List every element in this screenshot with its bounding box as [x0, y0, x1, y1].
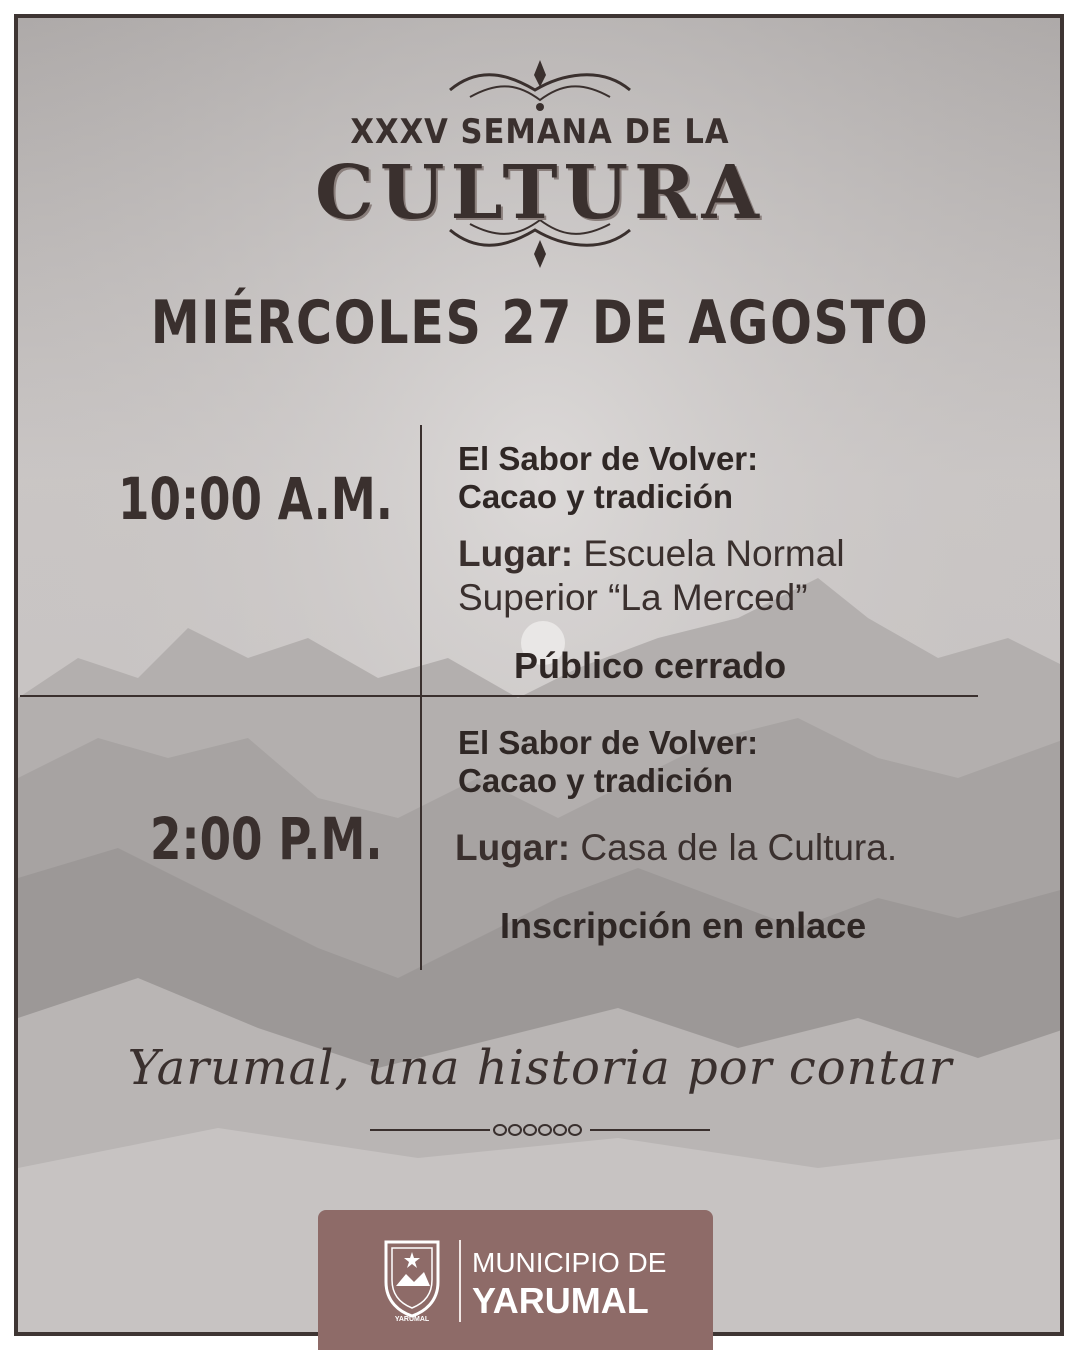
event-title-1-line1: El Sabor de Volver:: [458, 440, 759, 477]
footer-municipio: MUNICIPIO DE: [472, 1247, 667, 1278]
event-title-2: [458, 724, 978, 800]
event-time-2: 2:00 P.M.: [150, 805, 383, 873]
event-title-1: [458, 440, 978, 516]
event-note-2: Inscripción en enlace: [500, 905, 867, 946]
festival-title: CULTURA: [315, 150, 765, 236]
event-title-1-line2: Cacao y tradición: [458, 478, 734, 515]
place-line1-2: Casa de la Cultura.: [580, 827, 898, 868]
slogan-underline-icon: [370, 1118, 710, 1142]
festival-subtitle: XXXV SEMANA DE LA: [350, 112, 730, 152]
footer-yarumal: YARUMAL: [472, 1280, 649, 1321]
vertical-divider: [420, 425, 422, 970]
footer-separator: [459, 1240, 461, 1322]
municipality-crest-icon: [380, 1236, 444, 1322]
event-place-1: [458, 532, 1018, 620]
horizontal-divider: [20, 695, 978, 697]
event-title-2-line1: El Sabor de Volver:: [458, 724, 759, 761]
event-date: MIÉRCOLES 27 DE AGOSTO: [150, 288, 930, 358]
place-label-1: Lugar:: [458, 533, 574, 574]
crest-label: YARUMAL: [394, 1316, 430, 1322]
event-place-2: [455, 826, 1055, 870]
place-line1-1: Escuela Normal: [583, 533, 845, 574]
ornament-top-icon: [440, 55, 640, 115]
event-time-1: 10:00 A.M.: [118, 465, 393, 533]
event-title-2-line2: Cacao y tradición: [458, 762, 734, 799]
event-note-1: Público cerrado: [514, 645, 787, 686]
place-label-2: Lugar:: [455, 827, 571, 868]
place-line2-1: Superior “La Merced”: [458, 577, 808, 618]
slogan: Yarumal, una historia por contar: [127, 1040, 953, 1096]
